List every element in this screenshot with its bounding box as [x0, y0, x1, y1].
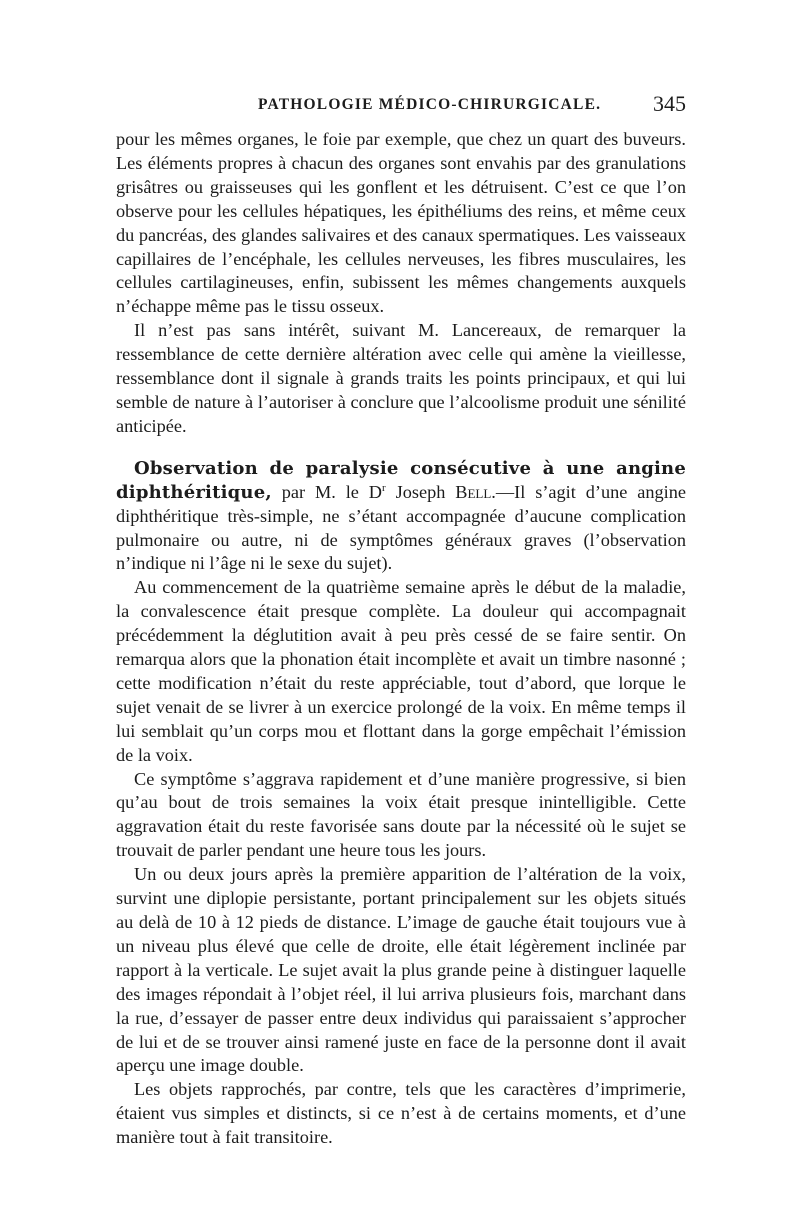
paragraph-1: pour les mêmes organes, le foie par exemple, que chez un quart des buveurs. Les éléments propres à chacun des organes sont envahis par des granulations grisâtres ou graisseuses qui les gonflent et les détruisent. C’est ce que l’on observe pour les cellules hépatiques, les épithéliums des reins, et même ceux du pancréas, des glandes salivaires et des canaux spermatiques. Les vaisseaux capillaires de l’encéphale, les cellules nerveuses, les fibres musculaires, les cellules cartilagineuses, enfin, subissent les mêmes changements auxquels n’échappe même pas le tissu osseux. — [116, 129, 686, 317]
running-head-title: PATHOLOGIE MÉDICO-CHIRURGICALE. — [258, 96, 602, 113]
observation-author-last: Bell — [455, 481, 492, 502]
paragraph-2: Il n’est pas sans intérêt, suivant M. Lancereaux, de remarquer la ressemblance de cette dernière altération avec celle qui amène la vieillesse, ressemblance dont il signale à grands traits les points principaux, et qui lui semble de nature à l’autoriser à conclure que l’alcoolisme produit une sénilité anticipée. — [116, 320, 686, 436]
paragraph-7: Les objets rapprochés, par contre, tels que les caractères d’imprimerie, étaient vus simples et distincts, si ce n’est à de certains moments, et d’une manière tout à fait transitoire. — [116, 1079, 686, 1148]
observation-text: .—Il s’agit d’une angine diphthéritique très-simple, ne s’étant accompagnée d’aucune complication pulmonaire ou autre, ni de symptômes généraux graves (l’observation n’indique ni l’âge ni le sexe du sujet). — [116, 481, 686, 574]
page-number: 345 — [653, 91, 686, 116]
running-head — [116, 91, 686, 122]
body-text — [116, 128, 686, 1150]
paragraph-5: Ce symptôme s’aggrava rapidement et d’une manière progressive, si bien qu’au bout de trois semaines la voix était presque inintelligible. Cette aggravation était du reste favorisée sans doute par la nécessité où le sujet se trouvait de parler pendant une heure tous les jours. — [116, 768, 686, 861]
observation-title: Observation de paralysie consécutive à une angine diphthéritique, — [116, 457, 686, 503]
observation-author-prefix: par M. le D — [271, 481, 383, 502]
observation-author-first: Joseph — [385, 481, 456, 502]
book-page — [116, 91, 686, 1150]
paragraph-6: Un ou deux jours après la première apparition de l’altération de la voix, survint une diplopie persistante, portant principalement sur les objets situés au delà de 10 à 12 pieds de distance. L’image de gauche était toujours vue à un niveau plus élevé que celle de droite, elle était légèrement inclinée par rapport à la verticale. Le sujet avait la plus grande peine à distinguer laquelle des images répondait à l’objet réel, il lui arriva plusieurs fois, marchant dans la rue, d’essayer de passer entre deux individus qui paraissaient s’approcher de lui et de se trouver ainsi ramené juste en face de la personne dont il avait aperçu une image double. — [116, 864, 686, 1076]
observation-author-sup: r — [382, 481, 386, 494]
paragraph-4: Au commencement de la quatrième semaine après le début de la maladie, la convalescence était presque complète. La douleur qui accompagnait précédemment la déglutition avait à peu près cessé de se faire sentir. On remarqua alors que la phonation était incomplète et avait un timbre nasonné ; cette modification n’était du reste appréciable, tout d’abord, que lorque le sujet venait de se livrer à un exercice prolongé de la voix. En même temps il lui semblait qu’un corps mou et flottant dans la gorge empêchait l’émission de la voix. — [116, 577, 686, 765]
observation-paragraph — [116, 457, 686, 577]
